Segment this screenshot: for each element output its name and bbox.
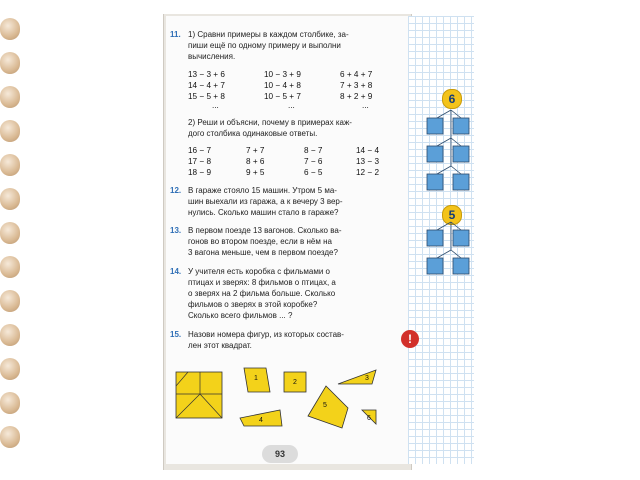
example: 7 + 3 + 8 <box>340 81 373 90</box>
figure-label: 1 <box>254 375 258 382</box>
example: 10 − 3 + 9 <box>264 70 301 79</box>
example: 7 + 7 <box>246 146 265 155</box>
example: 15 − 5 + 8 <box>188 92 225 101</box>
p11-text-line: пиши ещё по одному примеру и выполни <box>188 41 341 50</box>
p13-text-line: гонов во втором поезде, если в нём на <box>188 237 332 246</box>
answer-box <box>453 230 469 246</box>
p14-text-line: о зверях на 2 фильма больше. Сколько <box>188 289 336 298</box>
p15-text-line: Назови номера фигур, из которых состав- <box>188 330 344 339</box>
decor-bead <box>0 392 20 414</box>
example: 18 − 9 <box>188 168 211 177</box>
page-number: 93 <box>262 445 298 463</box>
answer-box <box>453 146 469 162</box>
p12-text-line: нулись. Сколько машин стало в гараже? <box>188 208 339 217</box>
example: 8 + 6 <box>246 157 265 166</box>
figure-label: 2 <box>293 379 297 386</box>
decor-bead <box>0 426 20 448</box>
example: 8 + 2 + 9 <box>340 92 373 101</box>
p12-text-line: шин выехали из гаража, а к вечеру 3 вер- <box>188 197 343 206</box>
decor-bead <box>0 18 20 40</box>
p13-text-line: 3 вагона меньше, чем в первом поезде? <box>188 248 338 257</box>
decor-bead <box>0 188 20 210</box>
example: 14 − 4 <box>356 146 379 155</box>
decor-bead <box>0 256 20 278</box>
answer-box <box>453 118 469 134</box>
p14-text-line: У учителя есть коробка с фильмами о <box>188 267 330 276</box>
p11-text-line: 1) Сравни примеры в каждом столбике, за- <box>188 30 349 39</box>
number-composition-trees <box>420 108 474 288</box>
answer-box <box>427 146 443 162</box>
decor-bead <box>0 120 20 142</box>
p15-text-line: лен этот квадрат. <box>188 341 252 350</box>
example: 8 − 7 <box>304 146 323 155</box>
p11-text-line: дого столбика одинаковые ответы. <box>188 129 318 138</box>
problem-number-13: 13. <box>170 226 182 235</box>
example: 13 − 3 <box>356 157 379 166</box>
decor-bead <box>0 358 20 380</box>
figure-label: 4 <box>259 417 263 424</box>
geometric-figures <box>166 360 408 440</box>
example: 12 − 2 <box>356 168 379 177</box>
decor-bead <box>0 222 20 244</box>
example: 9 + 5 <box>246 168 265 177</box>
p11-text-line: вычисления. <box>188 52 236 61</box>
decor-bead <box>0 86 20 108</box>
problem-number-11: 11. <box>170 30 181 39</box>
answer-box <box>453 174 469 190</box>
example: 17 − 8 <box>188 157 211 166</box>
answer-box <box>427 118 443 134</box>
answer-box <box>427 174 443 190</box>
problem-number-14: 14. <box>170 267 182 276</box>
example: 13 − 3 + 6 <box>188 70 225 79</box>
example: 16 − 7 <box>188 146 211 155</box>
figure-label: 3 <box>365 375 369 382</box>
badge-6: 6 <box>442 89 462 109</box>
example: 10 − 4 + 8 <box>264 81 301 90</box>
example: 6 − 5 <box>304 168 323 177</box>
decor-bead <box>0 290 20 312</box>
example-ellipsis: ... <box>212 101 219 110</box>
figure-3 <box>338 370 376 384</box>
p13-text-line: В первом поезде 13 вагонов. Сколько ва- <box>188 226 342 235</box>
decor-bead <box>0 324 20 346</box>
p12-text-line: В гараже стояло 15 машин. Утром 5 ма- <box>188 186 337 195</box>
p14-text-line: фильмов о зверях в этой коробке? <box>188 300 318 309</box>
decor-bead <box>0 52 20 74</box>
example-ellipsis: ... <box>362 101 369 110</box>
answer-box <box>427 258 443 274</box>
answer-box <box>427 230 443 246</box>
example: 14 − 4 + 7 <box>188 81 225 90</box>
example: 10 − 5 + 7 <box>264 92 301 101</box>
p14-text-line: Сколько всего фильмов ... ? <box>188 311 293 320</box>
p14-text-line: птицах и зверях: 8 фильмов о птицах, а <box>188 278 336 287</box>
example: 6 + 4 + 7 <box>340 70 373 79</box>
answer-box <box>453 258 469 274</box>
figure-label: 5 <box>323 402 327 409</box>
badge-5: 5 <box>442 205 462 225</box>
warning-icon: ! <box>401 330 419 348</box>
p11-text-line: 2) Реши и объясни, почему в примерах каж- <box>188 118 352 127</box>
problem-number-15: 15. <box>170 330 182 339</box>
figure-label: 6 <box>367 415 371 422</box>
example: 7 − 6 <box>304 157 323 166</box>
figure-5 <box>308 386 348 428</box>
example-ellipsis: ... <box>288 101 295 110</box>
decor-bead <box>0 154 20 176</box>
problem-number-12: 12. <box>170 186 182 195</box>
